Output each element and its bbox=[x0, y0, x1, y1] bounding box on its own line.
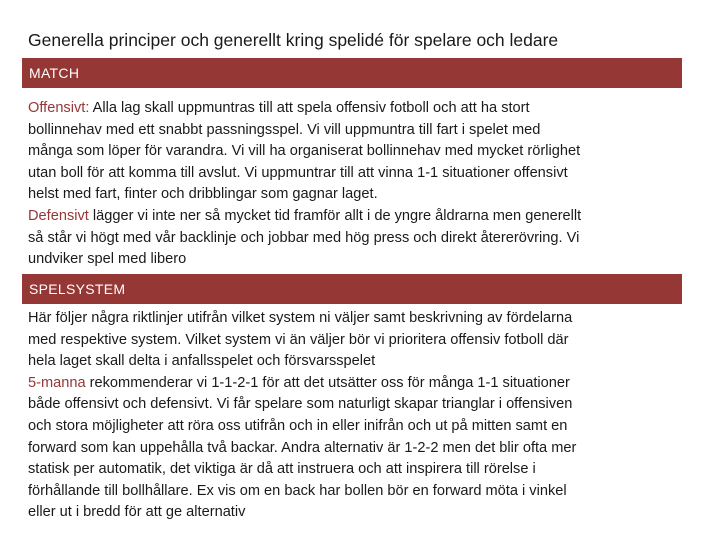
keyword-defensivt: Defensivt bbox=[28, 207, 89, 224]
section-header-spelsystem: SPELSYSTEM bbox=[22, 274, 682, 304]
keyword-5-manna: 5-manna bbox=[28, 374, 86, 391]
text-line: helst med fart, finter och dribblingar som gagnar laget. bbox=[28, 186, 378, 203]
text-line: statisk per automatik, det viktiga är då att instruera och att inspirera till rörelse i bbox=[28, 461, 536, 478]
text-line: 5-manna rekommenderar vi 1-1-2-1 för att det utsätter oss för många 1-1 situationer bbox=[28, 374, 570, 391]
page-title: Generella principer och generellt kring spelidé för spelare och ledare bbox=[28, 30, 559, 50]
text-line: och stora möjligheter att röra oss utifrån och in eller inifrån och ut på mitten samt en bbox=[28, 417, 568, 434]
text-line: så står vi högt med vår backlinje och jobbar med hög press och direkt återerövring. Vi bbox=[28, 229, 580, 246]
text-line: utan boll för att komma till avslut. Vi uppmuntrar till att vinna 1-1 situationer offensivt bbox=[28, 164, 568, 181]
text-line: med respektive system. Vilket system vi än väljer bör vi prioritera offensiv fotboll där bbox=[28, 331, 569, 348]
match-paragraph bbox=[28, 98, 680, 271]
text-line: Offensivt: Alla lag skall uppmuntras till att spela offensiv fotboll och att ha stort bbox=[28, 100, 530, 116]
text-line: många som löper för varandra. Vi vill ha organiserat bollinnehav med mycket rörlighet bbox=[28, 143, 581, 160]
text-line: både offensivt och defensivt. Vi får spelare som naturligt skapar trianglar i offensiven bbox=[28, 396, 573, 413]
keyword-offensivt: Offensivt: bbox=[28, 100, 90, 116]
section-header-match: MATCH bbox=[22, 58, 682, 88]
text-line: Defensivt lägger vi inte ner så mycket tid framför allt i de yngre åldrarna men generellt bbox=[28, 207, 582, 224]
text-line: bollinnehav med ett snabbt passningsspel. Vi vill uppmuntra till fart i spelet med bbox=[28, 121, 541, 138]
text-line: undviker spel med libero bbox=[28, 251, 187, 268]
text-line: forward som kan uppehålla två backar. Andra alternativ är 1-2-2 men det blir ofta mer bbox=[28, 439, 577, 456]
spelsystem-paragraph bbox=[28, 308, 680, 524]
text-line: Här följer några riktlinjer utifrån vilket system ni väljer samt beskrivning av fördelarna bbox=[28, 310, 573, 326]
text-line: förhållande till bollhållare. Ex vis om en back har bollen bör en forward möta i vinkel bbox=[28, 482, 567, 499]
text-line: eller ut i bredd för att ge alternativ bbox=[28, 504, 246, 521]
text-line: hela laget skall delta i anfallsspelet och försvarsspelet bbox=[28, 353, 376, 370]
